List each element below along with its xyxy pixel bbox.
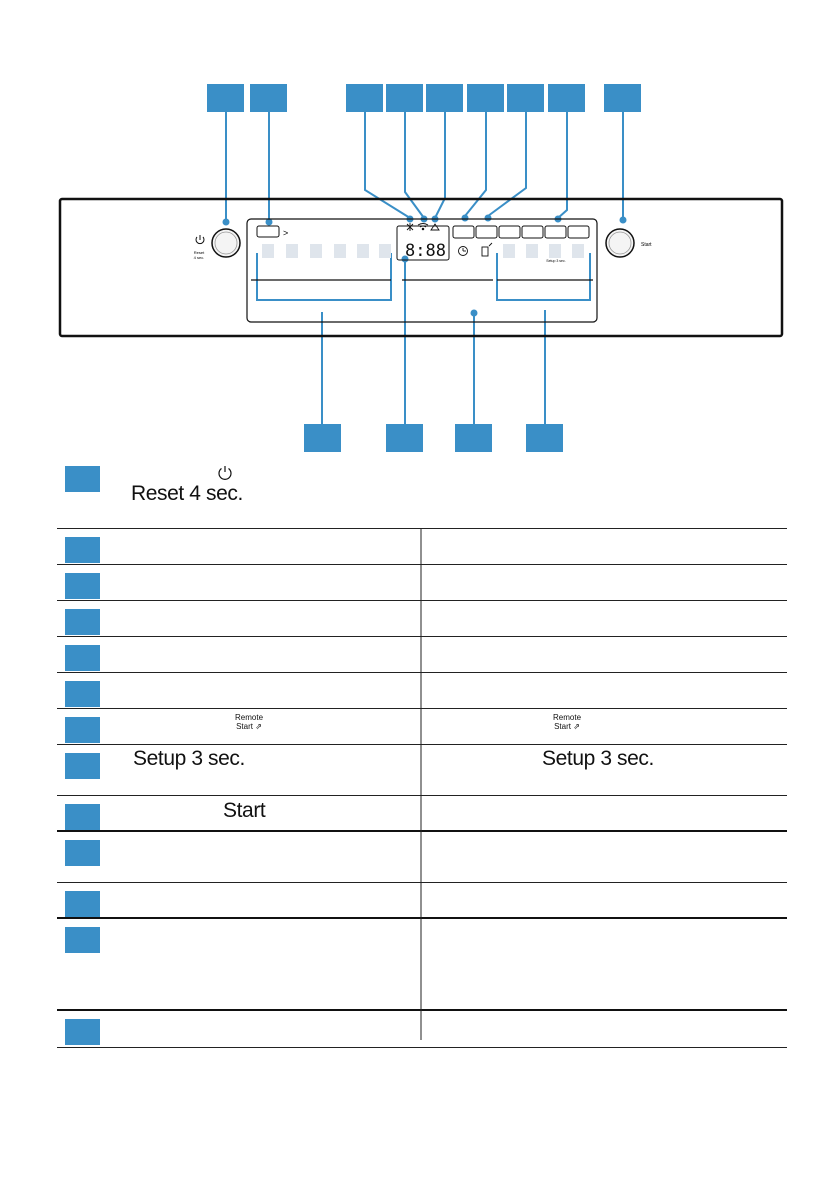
legend-row-11 [57, 883, 787, 919]
callout-marker-4 [386, 84, 423, 112]
legend-row-6 [57, 673, 787, 709]
legend-row-8 [57, 745, 787, 796]
start-label: Start [554, 722, 571, 731]
callout-marker-2 [250, 84, 287, 112]
power-icon [196, 235, 204, 244]
setup-small-label: Setup 3 sec. [546, 259, 566, 263]
legend-row-12 [57, 919, 787, 1011]
power-button [212, 229, 240, 257]
callout-marker-6 [467, 84, 504, 112]
callout-marker-1 [207, 84, 244, 112]
callout-marker-11 [386, 424, 423, 452]
top-callout-markers [207, 84, 641, 112]
reset-text: Reset 4 sec. [131, 482, 243, 505]
rinse-aid-icon [431, 224, 439, 230]
callout-marker-3 [346, 84, 383, 112]
remote-start-icon [482, 243, 492, 256]
callout-marker-10 [304, 424, 341, 452]
power-icon [217, 464, 233, 480]
wifi-icon [418, 224, 428, 230]
start-label: Start [236, 722, 253, 731]
program-button [257, 226, 279, 237]
legend-row-7: Remote Start ⇗ Remote Start ⇗ [57, 709, 787, 745]
legend-row-1 [57, 458, 787, 529]
reset-sublabel: 4 sec. [193, 255, 205, 260]
legend-row-2 [57, 529, 787, 565]
legend-row-3 [57, 565, 787, 601]
start-button [606, 229, 634, 257]
legend-row-5 [57, 637, 787, 673]
timer-icon [459, 247, 468, 256]
setup-text-2: Setup 3 sec. [542, 747, 654, 770]
legend-row-4 [57, 601, 787, 637]
dry-icon [407, 223, 413, 231]
control-panel-diagram [0, 0, 840, 452]
legend-marker [65, 466, 100, 492]
reset-label: Reset [193, 250, 205, 255]
callout-marker-7 [507, 84, 544, 112]
start-text: Start [223, 799, 266, 822]
legend-row-9 [57, 796, 787, 832]
start-label: Start [641, 242, 652, 248]
callout-marker-9 [604, 84, 641, 112]
status-icons [407, 223, 439, 231]
callout-marker-12 [455, 424, 492, 452]
legend-row-10 [57, 832, 787, 883]
option-buttons [453, 226, 589, 238]
display-digits: 8:88 [405, 241, 446, 261]
callout-marker-5 [426, 84, 463, 112]
legend-table [57, 458, 787, 1048]
bottom-callout-markers [304, 424, 563, 452]
leader-lines [226, 112, 623, 424]
svg-text:>: > [283, 228, 289, 238]
legend-row-13 [57, 1011, 787, 1048]
callout-marker-8 [548, 84, 585, 112]
remote-label: Remote [235, 713, 264, 722]
right-option-keys [503, 244, 584, 258]
callout-marker-13 [526, 424, 563, 452]
remote-label: Remote [553, 713, 582, 722]
setup-text-1: Setup 3 sec. [133, 747, 245, 770]
left-program-keys [262, 244, 391, 258]
